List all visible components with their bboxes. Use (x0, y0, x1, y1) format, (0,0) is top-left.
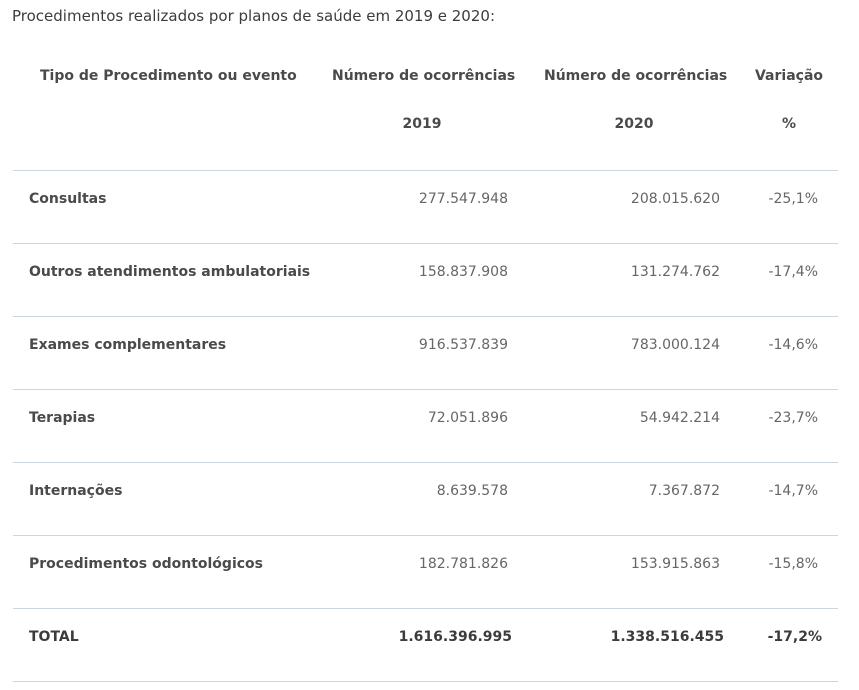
header-variation-title: Variação (754, 68, 824, 84)
occurrences-2019: 277.547.948 (418, 191, 508, 207)
procedure-name: Procedimentos odontológicos (29, 556, 263, 572)
table-row (13, 317, 838, 390)
table-row (13, 244, 838, 317)
procedure-name: Exames complementares (29, 337, 227, 353)
procedure-name: Internações (29, 483, 123, 499)
table-caption: Procedimentos realizados por planos de saúde em 2019 e 2020: (12, 7, 495, 25)
occurrences-2019: 158.837.908 (418, 264, 508, 280)
occurrences-2020: 7.367.872 (648, 483, 720, 499)
occurrences-2020: 153.915.863 (630, 556, 720, 572)
row-divider (13, 681, 838, 682)
variation-percent: -25,1% (768, 191, 818, 207)
occurrences-2019: 72.051.896 (427, 410, 508, 426)
header-occurrences-2019-year: 2019 (402, 116, 442, 132)
occurrences-2020: 131.274.762 (630, 264, 720, 280)
total-occurrences-2020: 1.338.516.455 (610, 629, 724, 645)
occurrences-2019: 182.781.826 (418, 556, 508, 572)
variation-percent: -15,8% (768, 556, 818, 572)
table-row (13, 171, 838, 244)
procedure-name: Consultas (29, 191, 107, 207)
variation-percent: -14,7% (768, 483, 818, 499)
total-label: TOTAL (29, 629, 79, 645)
occurrences-2020: 208.015.620 (630, 191, 720, 207)
variation-percent: -14,6% (768, 337, 818, 353)
total-variation-percent: -17,2% (767, 629, 822, 645)
procedure-name: Outros atendimentos ambulatoriais (29, 264, 311, 280)
variation-percent: -23,7% (768, 410, 818, 426)
occurrences-2019: 916.537.839 (418, 337, 508, 353)
total-row (13, 609, 838, 682)
header-occurrences-2019-title: Número de ocorrências (332, 68, 516, 84)
total-occurrences-2019: 1.616.396.995 (398, 629, 512, 645)
table-row (13, 536, 838, 609)
procedure-name: Terapias (29, 410, 96, 426)
occurrences-2020: 54.942.214 (639, 410, 720, 426)
table-row (13, 463, 838, 536)
table-row (13, 390, 838, 463)
occurrences-2020: 783.000.124 (630, 337, 720, 353)
header-procedure-type: Tipo de Procedimento ou evento (40, 68, 297, 84)
header-occurrences-2020-year: 2020 (614, 116, 654, 132)
header-variation-unit: % (781, 116, 797, 132)
variation-percent: -17,4% (768, 264, 818, 280)
occurrences-2019: 8.639.578 (436, 483, 508, 499)
header-occurrences-2020-title: Número de ocorrências (544, 68, 728, 84)
